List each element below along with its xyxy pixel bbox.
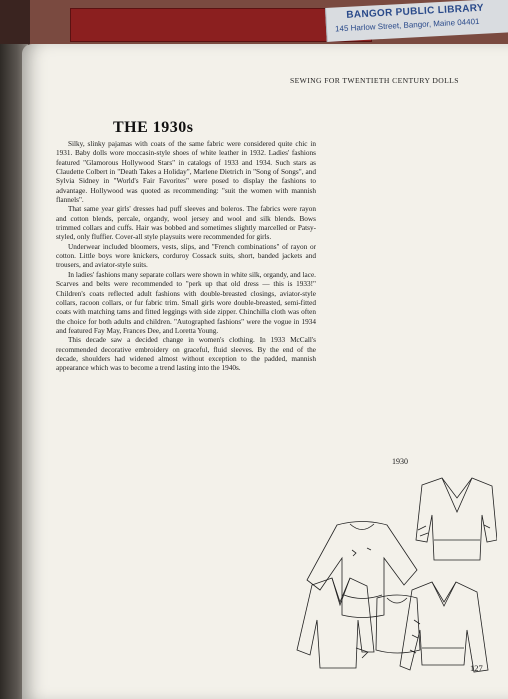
- blouse-drawing-2: [307, 522, 417, 618]
- illustration-caption: 1930: [392, 457, 408, 466]
- paragraph: That same year girls' dresses had puff sleeves and boleros. The fabrics were rayon and cotton blends, percale, organdy, wool jersey and wool and silk blends. Bows trimmed collars and cuffs. Hair was bobbed and sometimes slightly marcelled or Patsy-styled, only fluffier. Cover-all style playsuits were recommended for girls.: [56, 205, 316, 242]
- library-address: 145 Harlow Street, Bangor, Maine 04401: [334, 16, 480, 34]
- running-head: SEWING FOR TWENTIETH CENTURY DOLLS: [290, 76, 459, 85]
- blouse-drawing-5: [400, 582, 488, 672]
- page-number: 127: [470, 663, 483, 673]
- blouse-drawing-3: [297, 578, 374, 668]
- paragraph: In ladies' fashions many separate collars were shown in white silk, organdy, and lace. Scarves and belts were recommended to "perk up that old dress — this is 1933!" Children's coats reflected adult fashions with double-breasted closings, aviator-style collars, racoon collars, or fur fabric trim. Small girls wore double-breasted, semi-fitted coats with matching tams and fitted leggings with side zipper. Chinchilla cloth was often the choice for both adults and children. "Autographed fashions" were the vogue in 1934 and featured Fay May, Frances Dee, and Loretta Young.: [56, 270, 316, 335]
- paragraph: This decade saw a decided change in women's clothing. In 1933 McCall's recommended decorative embroidery on graceful, fluid sleeves. By the end of the decade, shoulders had widened almost without exception to the padded, mannish appearance which was to become a trend lasting into the 1940s.: [56, 336, 316, 373]
- chapter-title: THE 1930s: [113, 119, 194, 136]
- library-name: BANGOR PUBLIC LIBRARY: [346, 2, 485, 21]
- paragraph: Underwear included bloomers, vests, slips, and "French combinations" of rayon or cotton. Little boys wore knickers, corduroy Cossack suits, short, banded jackets and trousers, and aviator-style suits.: [56, 242, 316, 270]
- blouse-drawing-1: [416, 478, 497, 560]
- body-text: [56, 140, 316, 374]
- paragraph: Silky, slinky pajamas with coats of the same fabric were considered quite chic in 1931. Baby dolls wore moccasin-style shoes of white leather in 1932. Ladies' fashions featured "Glamorous Hollywood Stars" in catalogs of 1933 and 1934. Such stars as Claudette Colbert in "Death Takes a Holiday", Marlene Dietrich in "Song of Songs", and Sylvia Sidney in "World's Fair Favorites" were posed to display the fashions to advantage. Hollywood was quoted as recommending: "suit the women with mannish flannels".: [56, 140, 316, 205]
- blouse-drawing-4: [376, 595, 420, 653]
